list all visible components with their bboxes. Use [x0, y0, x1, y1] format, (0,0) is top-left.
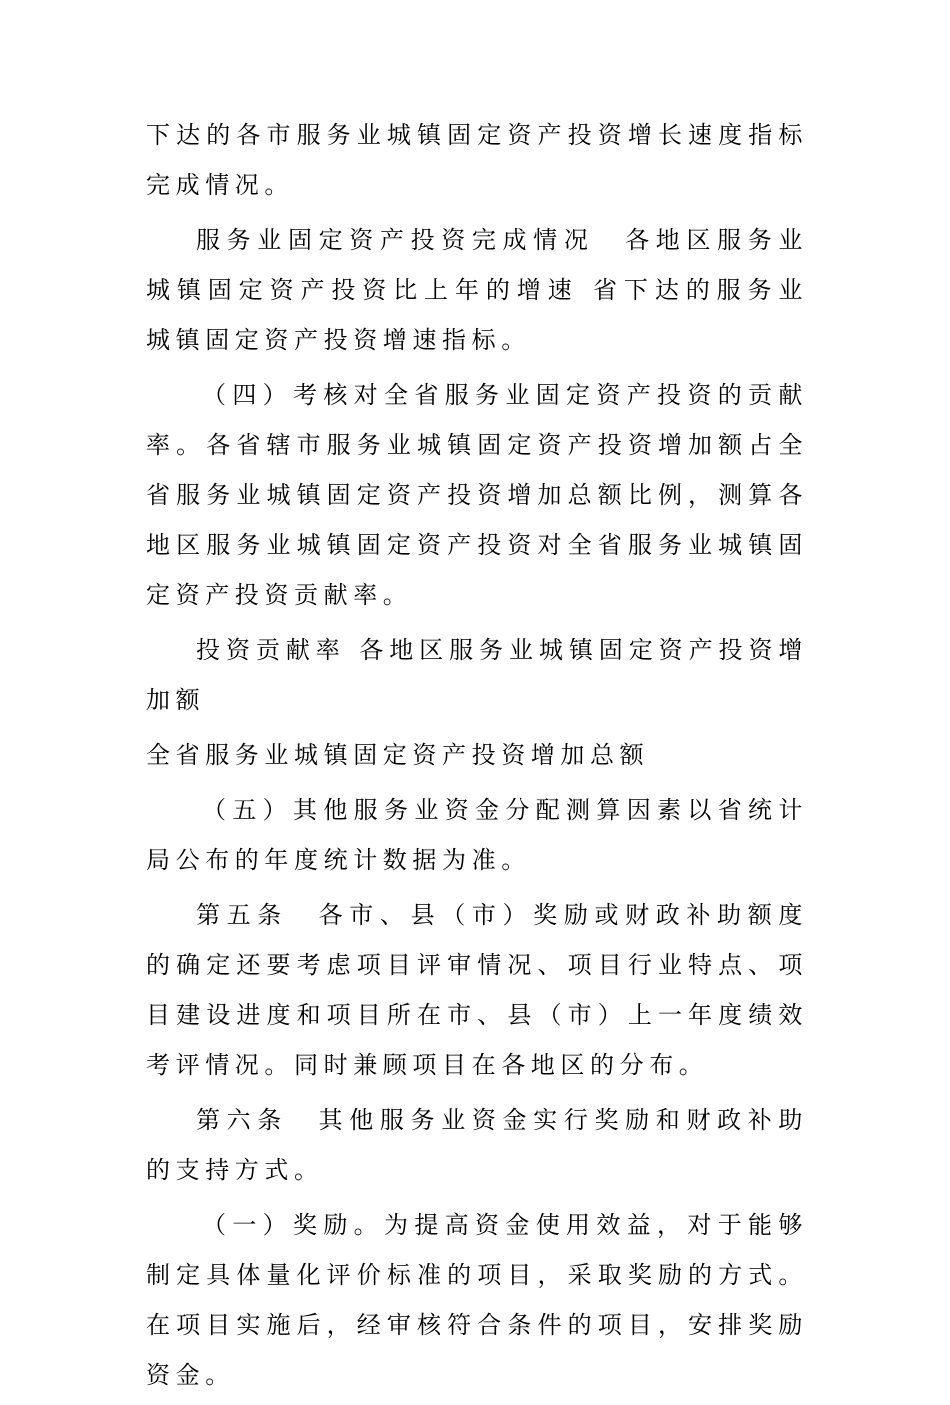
- document-body: [146, 110, 808, 1405]
- paragraph-investment-completion: 服务业固定资产投资完成情况 各地区服务业城镇固定资产投资比上年的增速 省下达的服务业城镇固定资产投资增速指标。: [146, 226, 808, 354]
- paragraph-article-six: 第六条 其他服务业资金实行奖励和财政补助的支持方式。: [146, 1106, 808, 1184]
- paragraph-item-five: （五）其他服务业资金分配测算因素以省统计局公布的年度统计数据为准。: [146, 796, 808, 874]
- paragraph-continuation: 下达的各市服务业城镇固定资产投资增长速度指标完成情况。: [146, 121, 808, 199]
- paragraph-item-one-reward: （一）奖励。为提高资金使用效益，对于能够制定具体量化评价标准的项目，采取奖励的方式。在项目实施后，经审核符合条件的项目，安排奖励资金。: [146, 1211, 808, 1389]
- paragraph-article-five: 第五条 各市、县（市）奖励或财政补助额度的确定还要考虑项目评审情况、项目行业特点、项目建设进度和项目所在市、县（市）上一年度绩效考评情况。同时兼顾项目在各地区的分布。: [146, 901, 808, 1079]
- formula-numerator: 投资贡献率 各地区服务业城镇固定资产投资增加额: [146, 636, 808, 714]
- paragraph-item-four: （四）考核对全省服务业固定资产投资的贡献率。各省辖市服务业城镇固定资产投资增加额占全省服务业城镇固定资产投资增加总额比例，测算各地区服务业城镇固定资产投资对全省服务业城镇固定资产投资贡献率。: [146, 381, 808, 609]
- formula-denominator: 全省服务业城镇固定资产投资增加总额: [146, 741, 650, 769]
